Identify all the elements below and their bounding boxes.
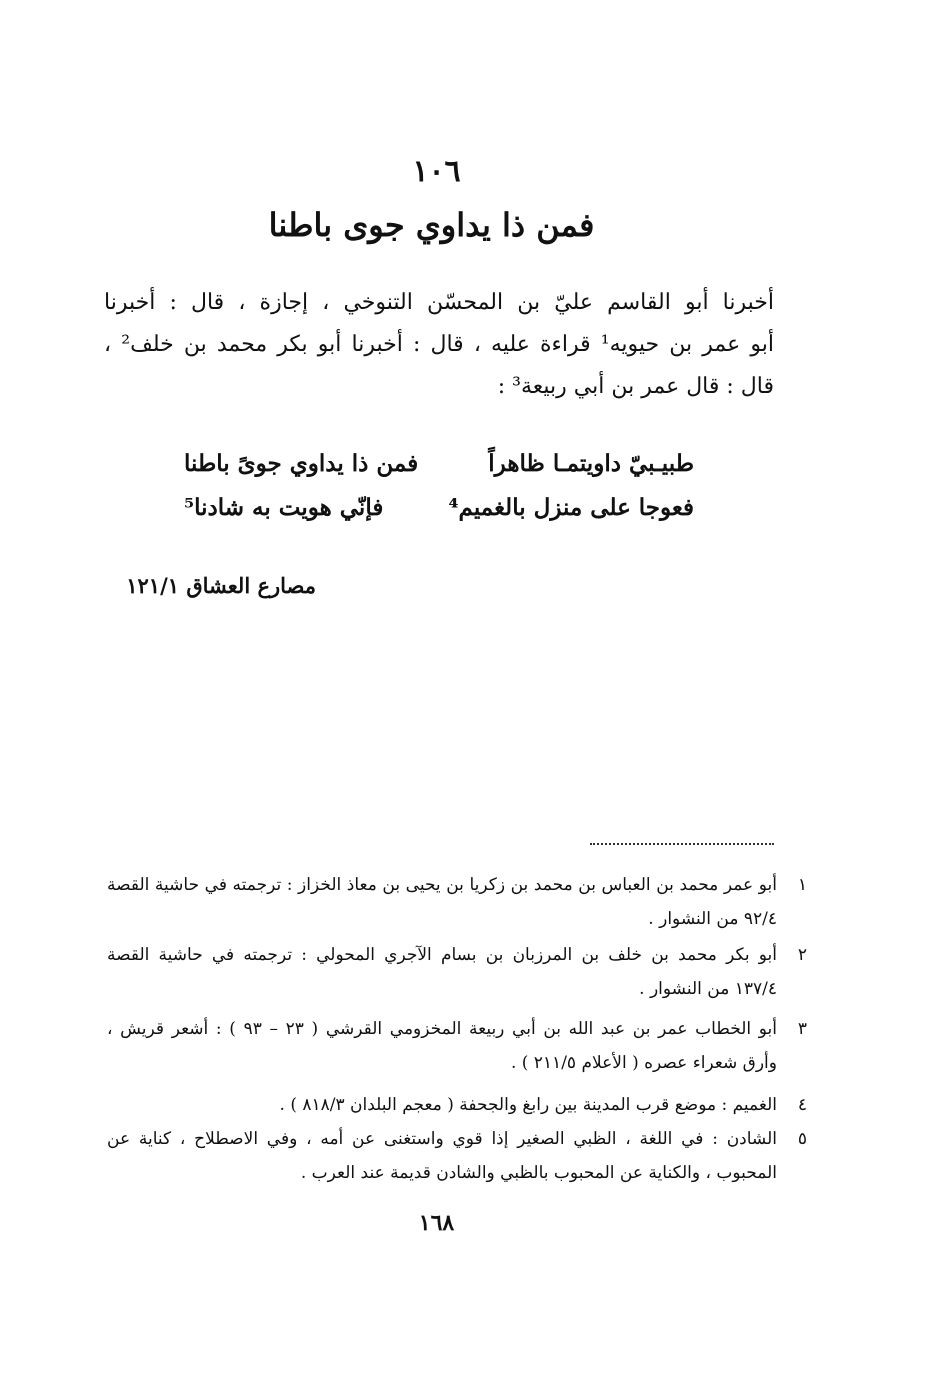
footnote-divider <box>590 843 774 845</box>
footnote-number: ١ <box>797 875 807 895</box>
footnote <box>107 938 807 1006</box>
verse-second-hemistich: فإنّي هويت به شادنا⁵ <box>184 494 384 521</box>
verse-line <box>184 494 694 538</box>
verse-second-hemistich: فمن ذا يداوي جوىً باطنا <box>184 450 419 477</box>
prose-line: أخبرنا أبو القاسم عليّ بن المحسّن التنوخي ، إجازة ، قال : أخبرنا <box>104 290 774 315</box>
footnote-number: ٣ <box>797 1019 807 1039</box>
verse-first-hemistich: فعوجا على منزل بالغميم⁴ <box>448 494 694 521</box>
footnote-number: ٢ <box>797 945 807 965</box>
footnote-line: وأرق شعراء عصره ( الأعلام ٢١١/٥ ) . <box>510 1053 777 1073</box>
footnote <box>107 1122 807 1190</box>
footnote-line: ٩٢/٤ من النشوار . <box>648 909 777 929</box>
footnote-line: الشادن : في اللغة ، الظبي الصغير إذا قوي واستغنى عن أمه ، وفي الاصطلاح ، كناية عن <box>107 1129 777 1149</box>
footnote-line: أبو بكر محمد بن خلف بن المرزبان بن بسام الآجري المحولي : ترجمته في حاشية القصة <box>107 945 777 965</box>
verse-line <box>184 450 694 494</box>
entry-title: فمن ذا يداوي جوى باطنا <box>268 206 595 244</box>
footnote-line: المحبوب ، والكناية عن المحبوب بالظبي والشادن قديمة عند العرب . <box>300 1163 777 1183</box>
prose-line: أبو عمر بن حيويه¹ قراءة عليه ، قال : أخبرنا أبو بكر محمد بن خلف² ، <box>104 332 774 357</box>
footnote-number: ٤ <box>797 1095 807 1115</box>
page-number: ١٦٨ <box>418 1210 455 1236</box>
footnote-line: الغميم : موضع قرب المدينة بين رابغ والجحفة ( معجم البلدان ٨١٨/٣ ) . <box>279 1095 777 1115</box>
footnote <box>107 868 807 936</box>
source-citation: مصارع العشاق ١٢١/١ <box>126 573 316 598</box>
prose-line: قال : قال عمر بن أبي ربيعة³ : <box>497 374 774 399</box>
entry-number: ١٠٦ <box>412 154 461 189</box>
verse-first-hemistich: طبيـبيّ داويتمـا ظاهراً <box>488 450 694 477</box>
footnote <box>107 1012 807 1080</box>
footnote-number: ٥ <box>797 1129 807 1149</box>
footnote <box>107 1088 807 1122</box>
prose-paragraph <box>104 282 774 408</box>
footnote-line: أبو عمر محمد بن العباس بن محمد بن زكريا بن يحيى بن معاذ الخزاز : ترجمته في حاشية القصة <box>107 875 777 895</box>
footnote-line: أبو الخطاب عمر بن عبد الله بن أبي ربيعة المخزومي القرشي ( ٢٣ – ٩٣ ) : أشعر قريش ، <box>107 1019 778 1039</box>
footnote-line: ١٣٧/٤ من النشوار . <box>639 979 777 999</box>
